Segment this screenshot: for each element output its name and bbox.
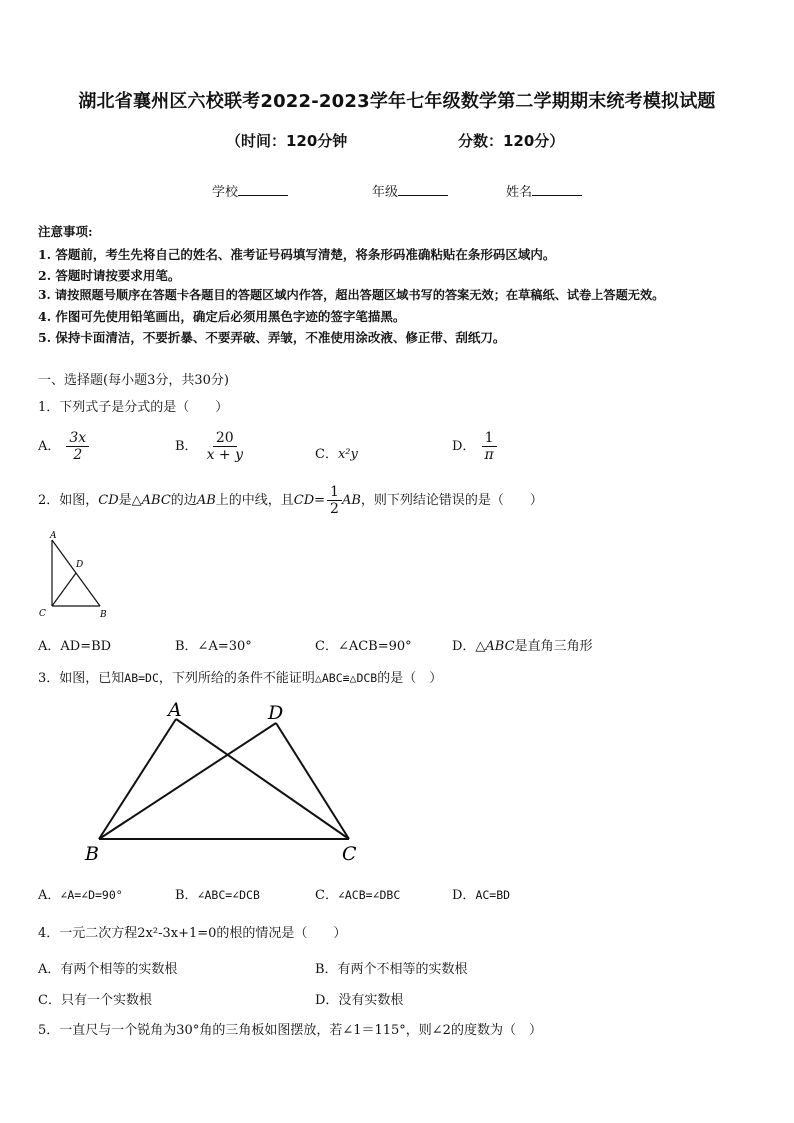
q4-option-b: B．有两个不相等的实数根 — [315, 962, 468, 977]
label-C: C — [39, 609, 46, 619]
q2-stem: 2．如图，CD是△ABC的边AB上的中线，且CD= $\frac{1}{2}$ AB，则下列结论错误的是（ ） — [38, 484, 543, 518]
score-label: 分数：120分） — [458, 132, 565, 150]
note-item: 1. 答题前，考生先将自己的姓名、准考证号码填写清楚，将条形码准确粘贴在条形码区域内。 — [38, 247, 556, 262]
school-label: 学校 — [212, 185, 239, 200]
q1-d-fraction: $\frac{1}{\pi}$ — [481, 430, 496, 463]
notes-heading: 注意事项: — [38, 224, 93, 239]
q5-stem: 5．一直尺与一个锐角为30°角的三角板如图摆放，若∠1＝115°，则∠2的度数为（ ） — [38, 1023, 542, 1038]
grade-blank — [398, 183, 448, 196]
q3-option-b: B．∠ABC=∠DCB — [175, 888, 260, 903]
q4-option-d: D．没有实数根 — [315, 993, 404, 1008]
q3-figure — [80, 694, 370, 866]
q1-b-fraction: $\frac{20}{x + y}$ — [206, 430, 243, 464]
label-C: C — [342, 843, 357, 865]
q3-option-a: A．∠A=∠D=90° — [38, 888, 123, 903]
q4-stem: 4．一元二次方程2x²-3x+1=0的根的情况是（ ） — [38, 926, 347, 941]
label-A: A — [50, 531, 57, 541]
q2-figure — [34, 528, 114, 620]
grade-label: 年级 — [372, 185, 399, 200]
q1-option-b: B． $\frac{20}{x + y}$ — [175, 430, 246, 463]
q1-stem: 1．下列式子是分式的是（ ） — [38, 400, 229, 415]
q3-option-d: D．AC=BD — [452, 888, 511, 903]
q1-option-d: D． $\frac{1}{\pi}$ — [452, 430, 497, 463]
q2-option-a: A．AD=BD — [38, 639, 112, 654]
label-B: B — [85, 843, 99, 865]
q1-option-c: C．x²y — [315, 447, 358, 462]
time-label: （时间：120分钟 — [226, 132, 348, 150]
q2-option-d: D．△ABC是直角三角形 — [452, 639, 593, 654]
note-item: 3. 请按照题号顺序在答题卡各题目的答题区域内作答，超出答题区域书写的答案无效；在草稿纸、试卷上答题无效。 — [38, 288, 665, 302]
q3-stem: 3．如图，已知AB=DC，下列所给的条件不能证明△ABC≌△DCB的是（ ） — [38, 671, 443, 686]
note-item: 5. 保持卡面清洁，不要折暴、不要弄破、弄皱，不准使用涂改液、修正带、刮纸刀。 — [38, 330, 506, 345]
school-blank — [238, 183, 288, 196]
q2-option-b: B．∠A=30° — [175, 639, 252, 654]
label-D: D — [268, 702, 284, 724]
name-blank — [532, 183, 582, 196]
q1-a-fraction: $\frac{3x}{2}$ — [66, 430, 89, 463]
q2-option-c: C．∠ACB=90° — [315, 639, 412, 654]
name-label: 姓名 — [506, 185, 533, 200]
half-fraction: $\frac{1}{2}$ — [327, 484, 342, 517]
q3-option-c: C．∠ACB=∠DBC — [315, 888, 401, 903]
note-item: 4. 作图可先使用铅笔画出，确定后必须用黑色字迹的签字笔描黑。 — [38, 309, 406, 324]
name-field — [506, 181, 582, 200]
label-A: A — [168, 699, 182, 721]
grade-field — [372, 181, 448, 200]
label-B: B — [100, 610, 107, 620]
q4-option-c: C．只有一个实数根 — [38, 993, 152, 1008]
label-D: D — [76, 560, 84, 570]
note-item: 2. 答题时请按要求用笔。 — [38, 268, 181, 283]
page-title: 湖北省襄州区六校联考2022-2023学年七年级数学第二学期期末统考模拟试题 — [78, 91, 716, 112]
q4-option-a: A．有两个相等的实数根 — [38, 962, 178, 977]
section-heading: 一、选择题(每小题3分，共30分) — [38, 373, 229, 388]
school-field — [212, 181, 288, 200]
q1-option-a: A． $\frac{3x}{2}$ — [38, 430, 89, 463]
